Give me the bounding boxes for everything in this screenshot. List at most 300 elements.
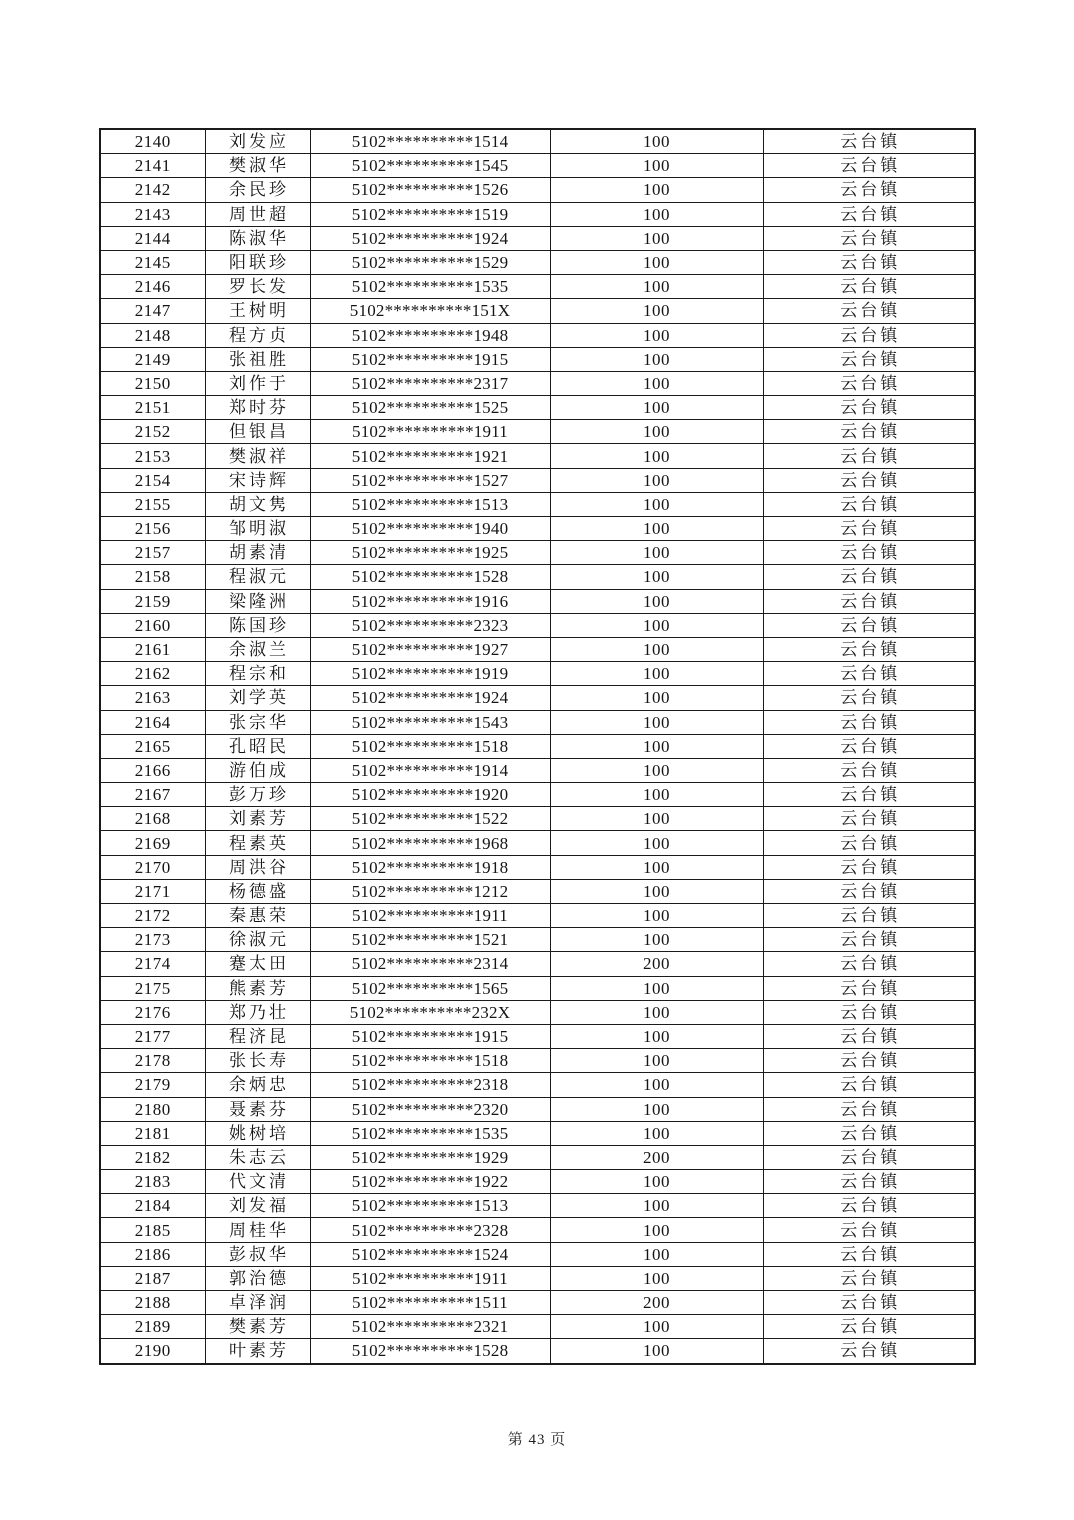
- table-row: [100, 855, 975, 879]
- amount-cell: 200: [550, 1291, 763, 1315]
- amount-cell: 100: [550, 541, 763, 565]
- town-cell: 云台镇: [763, 758, 975, 782]
- serial-cell: 2167: [100, 783, 205, 807]
- amount-cell: 100: [550, 879, 763, 903]
- id-number-cell: 5102**********1212: [310, 879, 550, 903]
- town-cell: 云台镇: [763, 1000, 975, 1024]
- name-cell: 陈国珍: [205, 613, 310, 637]
- id-number-cell: 5102**********1524: [310, 1242, 550, 1266]
- town-cell: 云台镇: [763, 1097, 975, 1121]
- id-number-cell: 5102**********1529: [310, 250, 550, 274]
- town-cell: 云台镇: [763, 1194, 975, 1218]
- id-number-cell: 5102**********1927: [310, 637, 550, 661]
- town-cell: 云台镇: [763, 1242, 975, 1266]
- name-cell: 刘学英: [205, 686, 310, 710]
- amount-cell: 100: [550, 710, 763, 734]
- table-row: [100, 1170, 975, 1194]
- id-number-cell: 5102**********2317: [310, 371, 550, 395]
- town-cell: 云台镇: [763, 1218, 975, 1242]
- serial-cell: 2152: [100, 420, 205, 444]
- amount-cell: 100: [550, 371, 763, 395]
- table-row: [100, 1097, 975, 1121]
- name-cell: 陈淑华: [205, 226, 310, 250]
- serial-cell: 2153: [100, 444, 205, 468]
- table-row: [100, 1266, 975, 1290]
- amount-cell: 100: [550, 1266, 763, 1290]
- serial-cell: 2141: [100, 154, 205, 178]
- table-row: [100, 637, 975, 661]
- amount-cell: 100: [550, 129, 763, 154]
- table-row: [100, 758, 975, 782]
- amount-cell: 100: [550, 686, 763, 710]
- table-row: [100, 541, 975, 565]
- town-cell: 云台镇: [763, 904, 975, 928]
- id-number-cell: 5102**********2320: [310, 1097, 550, 1121]
- serial-cell: 2166: [100, 758, 205, 782]
- town-cell: 云台镇: [763, 952, 975, 976]
- serial-cell: 2179: [100, 1073, 205, 1097]
- town-cell: 云台镇: [763, 1145, 975, 1169]
- table-row: [100, 976, 975, 1000]
- amount-cell: 100: [550, 855, 763, 879]
- table-row: [100, 1024, 975, 1048]
- table-row: [100, 686, 975, 710]
- id-number-cell: 5102**********1915: [310, 1024, 550, 1048]
- serial-cell: 2177: [100, 1024, 205, 1048]
- amount-cell: 100: [550, 565, 763, 589]
- amount-cell: 100: [550, 1339, 763, 1364]
- table-row: [100, 129, 975, 154]
- table-row: [100, 807, 975, 831]
- serial-cell: 2160: [100, 613, 205, 637]
- name-cell: 彭叔华: [205, 1242, 310, 1266]
- town-cell: 云台镇: [763, 396, 975, 420]
- name-cell: 熊素芳: [205, 976, 310, 1000]
- name-cell: 阳联珍: [205, 250, 310, 274]
- name-cell: 宋诗辉: [205, 468, 310, 492]
- amount-cell: 100: [550, 444, 763, 468]
- name-cell: 胡文隽: [205, 492, 310, 516]
- name-cell: 姚树培: [205, 1121, 310, 1145]
- town-cell: 云台镇: [763, 1266, 975, 1290]
- serial-cell: 2183: [100, 1170, 205, 1194]
- town-cell: 云台镇: [763, 831, 975, 855]
- amount-cell: 100: [550, 154, 763, 178]
- id-number-cell: 5102**********1920: [310, 783, 550, 807]
- id-number-cell: 5102**********1911: [310, 420, 550, 444]
- serial-cell: 2164: [100, 710, 205, 734]
- id-number-cell: 5102**********1925: [310, 541, 550, 565]
- serial-cell: 2148: [100, 323, 205, 347]
- table-row: [100, 517, 975, 541]
- name-cell: 朱志云: [205, 1145, 310, 1169]
- table-row: [100, 154, 975, 178]
- amount-cell: 100: [550, 1218, 763, 1242]
- serial-cell: 2163: [100, 686, 205, 710]
- id-number-cell: 5102**********1527: [310, 468, 550, 492]
- name-cell: 刘作于: [205, 371, 310, 395]
- amount-cell: 100: [550, 250, 763, 274]
- amount-cell: 100: [550, 904, 763, 928]
- id-number-cell: 5102**********1914: [310, 758, 550, 782]
- name-cell: 周洪谷: [205, 855, 310, 879]
- name-cell: 罗长发: [205, 275, 310, 299]
- town-cell: 云台镇: [763, 710, 975, 734]
- serial-cell: 2176: [100, 1000, 205, 1024]
- table-row: [100, 347, 975, 371]
- amount-cell: 200: [550, 1145, 763, 1169]
- serial-cell: 2146: [100, 275, 205, 299]
- serial-cell: 2187: [100, 1266, 205, 1290]
- serial-cell: 2140: [100, 129, 205, 154]
- table-row: [100, 662, 975, 686]
- serial-cell: 2175: [100, 976, 205, 1000]
- serial-cell: 2171: [100, 879, 205, 903]
- town-cell: 云台镇: [763, 347, 975, 371]
- amount-cell: 100: [550, 662, 763, 686]
- id-number-cell: 5102**********1525: [310, 396, 550, 420]
- name-cell: 但银昌: [205, 420, 310, 444]
- town-cell: 云台镇: [763, 686, 975, 710]
- town-cell: 云台镇: [763, 444, 975, 468]
- amount-cell: 100: [550, 517, 763, 541]
- serial-cell: 2155: [100, 492, 205, 516]
- table-row: [100, 1073, 975, 1097]
- amount-cell: 100: [550, 323, 763, 347]
- serial-cell: 2165: [100, 734, 205, 758]
- name-cell: 胡素清: [205, 541, 310, 565]
- amount-cell: 100: [550, 928, 763, 952]
- table-body: [100, 129, 975, 1364]
- name-cell: 刘素芳: [205, 807, 310, 831]
- table-row: [100, 468, 975, 492]
- amount-cell: 100: [550, 589, 763, 613]
- table-row: [100, 879, 975, 903]
- amount-cell: 100: [550, 468, 763, 492]
- id-number-cell: 5102**********1519: [310, 202, 550, 226]
- table-row: [100, 734, 975, 758]
- id-number-cell: 5102**********1543: [310, 710, 550, 734]
- table-row: [100, 1291, 975, 1315]
- serial-cell: 2173: [100, 928, 205, 952]
- name-cell: 周世超: [205, 202, 310, 226]
- amount-cell: 100: [550, 178, 763, 202]
- table-row: [100, 250, 975, 274]
- name-cell: 郑乃壮: [205, 1000, 310, 1024]
- serial-cell: 2174: [100, 952, 205, 976]
- serial-cell: 2170: [100, 855, 205, 879]
- name-cell: 刘发福: [205, 1194, 310, 1218]
- name-cell: 梁隆洲: [205, 589, 310, 613]
- name-cell: 郭治德: [205, 1266, 310, 1290]
- table-row: [100, 1339, 975, 1364]
- name-cell: 游伯成: [205, 758, 310, 782]
- id-number-cell: 5102**********2321: [310, 1315, 550, 1339]
- amount-cell: 100: [550, 1049, 763, 1073]
- name-cell: 秦惠荣: [205, 904, 310, 928]
- serial-cell: 2157: [100, 541, 205, 565]
- serial-cell: 2186: [100, 1242, 205, 1266]
- town-cell: 云台镇: [763, 371, 975, 395]
- id-number-cell: 5102**********1968: [310, 831, 550, 855]
- town-cell: 云台镇: [763, 928, 975, 952]
- amount-cell: 100: [550, 613, 763, 637]
- amount-cell: 100: [550, 1242, 763, 1266]
- town-cell: 云台镇: [763, 976, 975, 1000]
- table-row: [100, 492, 975, 516]
- town-cell: 云台镇: [763, 637, 975, 661]
- id-number-cell: 5102**********1522: [310, 807, 550, 831]
- id-number-cell: 5102**********1513: [310, 1194, 550, 1218]
- amount-cell: 100: [550, 976, 763, 1000]
- town-cell: 云台镇: [763, 1170, 975, 1194]
- name-cell: 张宗华: [205, 710, 310, 734]
- town-cell: 云台镇: [763, 420, 975, 444]
- table-row: [100, 904, 975, 928]
- table-row: [100, 1194, 975, 1218]
- table-row: [100, 1218, 975, 1242]
- id-number-cell: 5102**********2318: [310, 1073, 550, 1097]
- town-cell: 云台镇: [763, 468, 975, 492]
- serial-cell: 2190: [100, 1339, 205, 1364]
- serial-cell: 2143: [100, 202, 205, 226]
- serial-cell: 2162: [100, 662, 205, 686]
- name-cell: 王树明: [205, 299, 310, 323]
- name-cell: 余炳忠: [205, 1073, 310, 1097]
- table-row: [100, 613, 975, 637]
- name-cell: 程淑元: [205, 565, 310, 589]
- id-number-cell: 5102**********1916: [310, 589, 550, 613]
- serial-cell: 2182: [100, 1145, 205, 1169]
- name-cell: 杨德盛: [205, 879, 310, 903]
- id-number-cell: 5102**********1918: [310, 855, 550, 879]
- table-row: [100, 565, 975, 589]
- name-cell: 代文清: [205, 1170, 310, 1194]
- id-number-cell: 5102**********2328: [310, 1218, 550, 1242]
- table-row: [100, 589, 975, 613]
- table-row: [100, 178, 975, 202]
- table-row: [100, 299, 975, 323]
- serial-cell: 2154: [100, 468, 205, 492]
- id-number-cell: 5102**********1911: [310, 1266, 550, 1290]
- table-row: [100, 952, 975, 976]
- id-number-cell: 5102**********1545: [310, 154, 550, 178]
- table-row: [100, 323, 975, 347]
- table-row: [100, 831, 975, 855]
- town-cell: 云台镇: [763, 662, 975, 686]
- amount-cell: 100: [550, 1073, 763, 1097]
- id-number-cell: 5102**********1513: [310, 492, 550, 516]
- name-cell: 张长寿: [205, 1049, 310, 1073]
- amount-cell: 100: [550, 1097, 763, 1121]
- serial-cell: 2161: [100, 637, 205, 661]
- table-row: [100, 710, 975, 734]
- name-cell: 徐淑元: [205, 928, 310, 952]
- id-number-cell: 5102**********2323: [310, 613, 550, 637]
- id-number-cell: 5102**********1528: [310, 1339, 550, 1364]
- id-number-cell: 5102**********1924: [310, 226, 550, 250]
- table-row: [100, 1049, 975, 1073]
- table-row: [100, 371, 975, 395]
- name-cell: 刘发应: [205, 129, 310, 154]
- town-cell: 云台镇: [763, 783, 975, 807]
- id-number-cell: 5102**********151X: [310, 299, 550, 323]
- serial-cell: 2142: [100, 178, 205, 202]
- serial-cell: 2169: [100, 831, 205, 855]
- id-number-cell: 5102**********1518: [310, 1049, 550, 1073]
- id-number-cell: 5102**********1526: [310, 178, 550, 202]
- serial-cell: 2185: [100, 1218, 205, 1242]
- serial-cell: 2181: [100, 1121, 205, 1145]
- id-number-cell: 5102**********2314: [310, 952, 550, 976]
- town-cell: 云台镇: [763, 299, 975, 323]
- id-number-cell: 5102**********1915: [310, 347, 550, 371]
- amount-cell: 100: [550, 492, 763, 516]
- amount-cell: 100: [550, 783, 763, 807]
- table-row: [100, 1315, 975, 1339]
- page-footer: 第 43 页: [507, 1432, 567, 1448]
- name-cell: 余民珍: [205, 178, 310, 202]
- amount-cell: 100: [550, 347, 763, 371]
- table-row: [100, 444, 975, 468]
- town-cell: 云台镇: [763, 1049, 975, 1073]
- serial-cell: 2189: [100, 1315, 205, 1339]
- town-cell: 云台镇: [763, 202, 975, 226]
- name-cell: 余淑兰: [205, 637, 310, 661]
- id-number-cell: 5102**********1919: [310, 662, 550, 686]
- name-cell: 程宗和: [205, 662, 310, 686]
- table-row: [100, 1000, 975, 1024]
- serial-cell: 2178: [100, 1049, 205, 1073]
- serial-cell: 2150: [100, 371, 205, 395]
- id-number-cell: 5102**********1565: [310, 976, 550, 1000]
- name-cell: 郑时芬: [205, 396, 310, 420]
- amount-cell: 100: [550, 734, 763, 758]
- amount-cell: 100: [550, 1000, 763, 1024]
- serial-cell: 2145: [100, 250, 205, 274]
- amount-cell: 100: [550, 1315, 763, 1339]
- town-cell: 云台镇: [763, 323, 975, 347]
- serial-cell: 2180: [100, 1097, 205, 1121]
- name-cell: 樊淑祥: [205, 444, 310, 468]
- name-cell: 卓泽润: [205, 1291, 310, 1315]
- town-cell: 云台镇: [763, 1291, 975, 1315]
- table-row: [100, 1242, 975, 1266]
- id-number-cell: 5102**********1511: [310, 1291, 550, 1315]
- id-number-cell: 5102**********1911: [310, 904, 550, 928]
- table-row: [100, 783, 975, 807]
- amount-cell: 200: [550, 952, 763, 976]
- table-row: [100, 202, 975, 226]
- serial-cell: 2168: [100, 807, 205, 831]
- name-cell: 樊淑华: [205, 154, 310, 178]
- id-number-cell: 5102**********1535: [310, 1121, 550, 1145]
- amount-cell: 100: [550, 226, 763, 250]
- town-cell: 云台镇: [763, 275, 975, 299]
- id-number-cell: 5102**********1528: [310, 565, 550, 589]
- amount-cell: 100: [550, 275, 763, 299]
- town-cell: 云台镇: [763, 589, 975, 613]
- name-cell: 孔昭民: [205, 734, 310, 758]
- name-cell: 程济昆: [205, 1024, 310, 1048]
- id-number-cell: 5102**********1940: [310, 517, 550, 541]
- serial-cell: 2144: [100, 226, 205, 250]
- amount-cell: 100: [550, 1170, 763, 1194]
- town-cell: 云台镇: [763, 178, 975, 202]
- id-number-cell: 5102**********1514: [310, 129, 550, 154]
- id-number-cell: 5102**********1924: [310, 686, 550, 710]
- amount-cell: 100: [550, 420, 763, 444]
- table-row: [100, 1145, 975, 1169]
- amount-cell: 100: [550, 831, 763, 855]
- town-cell: 云台镇: [763, 517, 975, 541]
- town-cell: 云台镇: [763, 1073, 975, 1097]
- table-row: [100, 928, 975, 952]
- payment-table: [99, 128, 976, 1365]
- serial-cell: 2184: [100, 1194, 205, 1218]
- town-cell: 云台镇: [763, 1315, 975, 1339]
- name-cell: 程方贞: [205, 323, 310, 347]
- town-cell: 云台镇: [763, 154, 975, 178]
- town-cell: 云台镇: [763, 1024, 975, 1048]
- name-cell: 叶素芳: [205, 1339, 310, 1364]
- town-cell: 云台镇: [763, 226, 975, 250]
- amount-cell: 100: [550, 637, 763, 661]
- town-cell: 云台镇: [763, 1339, 975, 1364]
- amount-cell: 100: [550, 202, 763, 226]
- name-cell: 周桂华: [205, 1218, 310, 1242]
- name-cell: 彭万珍: [205, 783, 310, 807]
- town-cell: 云台镇: [763, 565, 975, 589]
- id-number-cell: 5102**********1521: [310, 928, 550, 952]
- serial-cell: 2158: [100, 565, 205, 589]
- town-cell: 云台镇: [763, 129, 975, 154]
- table-row: [100, 226, 975, 250]
- table-row: [100, 1121, 975, 1145]
- amount-cell: 100: [550, 1024, 763, 1048]
- serial-cell: 2147: [100, 299, 205, 323]
- town-cell: 云台镇: [763, 1121, 975, 1145]
- town-cell: 云台镇: [763, 807, 975, 831]
- id-number-cell: 5102**********1535: [310, 275, 550, 299]
- amount-cell: 100: [550, 807, 763, 831]
- town-cell: 云台镇: [763, 734, 975, 758]
- serial-cell: 2159: [100, 589, 205, 613]
- amount-cell: 100: [550, 1121, 763, 1145]
- serial-cell: 2151: [100, 396, 205, 420]
- town-cell: 云台镇: [763, 855, 975, 879]
- id-number-cell: 5102**********1921: [310, 444, 550, 468]
- id-number-cell: 5102**********1929: [310, 1145, 550, 1169]
- name-cell: 邹明淑: [205, 517, 310, 541]
- serial-cell: 2149: [100, 347, 205, 371]
- id-number-cell: 5102**********1948: [310, 323, 550, 347]
- town-cell: 云台镇: [763, 492, 975, 516]
- amount-cell: 100: [550, 1194, 763, 1218]
- table-row: [100, 275, 975, 299]
- town-cell: 云台镇: [763, 541, 975, 565]
- town-cell: 云台镇: [763, 613, 975, 637]
- amount-cell: 100: [550, 299, 763, 323]
- amount-cell: 100: [550, 758, 763, 782]
- name-cell: 张祖胜: [205, 347, 310, 371]
- id-number-cell: 5102**********232X: [310, 1000, 550, 1024]
- name-cell: 樊素芳: [205, 1315, 310, 1339]
- name-cell: 聂素芬: [205, 1097, 310, 1121]
- serial-cell: 2188: [100, 1291, 205, 1315]
- name-cell: 程素英: [205, 831, 310, 855]
- table-row: [100, 420, 975, 444]
